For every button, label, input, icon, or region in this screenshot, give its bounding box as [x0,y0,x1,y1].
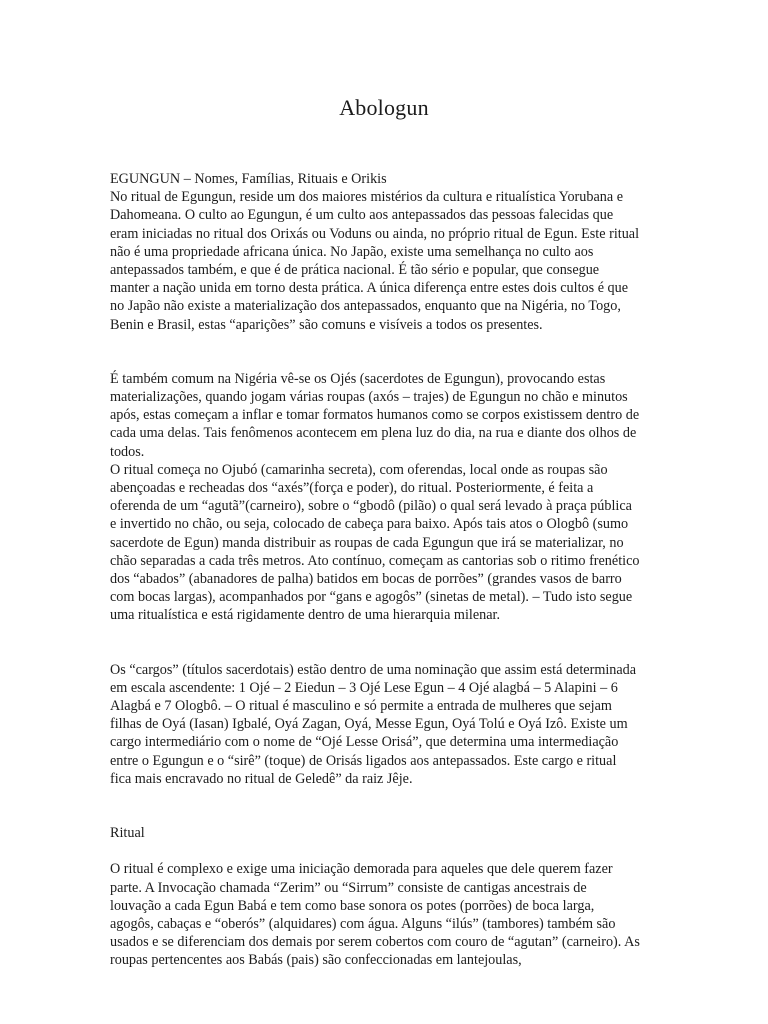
paragraph-gap [110,788,640,824]
paragraph-materializations: É também comum na Nigéria vê-se os Ojés (sacerdotes de Egungun), provocando estas materializações, quando jogam várias roupas (axós – trajes) de Egungun no chão e minutos após, estas começam a inflar e tomar formatos humanos como se corpos existissem dentro de cada uma delas. Tais fenômenos acontecem em plena luz do dia, na rua e diante dos olhos de todos. [110,370,640,460]
section-heading-ritual: Ritual [110,825,145,842]
document-body [110,170,640,970]
paragraph-ritual-start: O ritual começa no Ojubó (camarinha secreta), com oferendas, local onde as roupas são abençoadas e recheadas dos “axés”(força e poder), do ritual. Posteriormente, é feita a oferenda de um “agutã”(carneiro), sobre o “gbodô (pilão) o qual será levado à praça pública e invertido no chão, ou seja, colocado de cabeça para baixo. Após tais atos o Ologbô (sumo sacerdote de Egun) manda distribuir as roupas de cada Egungun que irá se materializar, no chão separadas a cada três metros. Ato contínuo, começam as cantorias sob o ritimo frenético dos “abados” (abanadores de palha) batidos em bocas de porrões” (grandes vasos de barro com bocas largas), acompanhados por “gans e agogôs” (sinetas de metal). – Tudo isto segue uma ritualística e está rigidamente dentro de uma hierarquia milenar. [110,461,640,624]
paragraph-gap [110,334,640,370]
paragraph-gap [110,625,640,661]
paragraph-cargos: Os “cargos” (títulos sacerdotais) estão dentro de uma nominação que assim está determinada em escala ascendente: 1 Ojé – 2 Eiedun – 3 Ojé Lese Egun – 4 Ojé alagbá – 5 Alapini – 6 Alagbá e 7 Ologbô. – O ritual é masculino e só permite a entrada de mulheres que sejam filhas de Oyá (Iasan) Igbalé, Oyá Zagan, Oyá, Messe Egun, Oyá Tolú e Oyá Izô. Existe um cargo intermediário com o nome de “Ojé Lesse Orisá”, que determina uma intermediação entre o Egungun e o “sirê” (toque) de Orisás ligados aos antepassados. Este cargo e ritual fica mais encravado no ritual de Geledê” da raiz Jêje. [110,661,637,787]
paragraph-intro: No ritual de Egungun, reside um dos maiores mistérios da cultura e ritualística Yorubana e Dahomeana. O culto ao Egungun, é um culto aos antepassados das pessoas falecidas que eram iniciadas no ritual dos Orixás ou Voduns ou ainda, no próprio ritual de Egun. Este ritual não é uma propriedade africana única. No Japão, existe uma semelhança no culto aos antepassados também, e que é de prática nacional. É tão sério e popular, que consegue manter a nação unida em torno desta prática. A única diferença entre estes dois cultos é que no Japão não existe a materialização dos antepassados, enquanto que na Nigéria, no Togo, Benin e Brasil, estas “aparições” são comuns e visíveis a todos os presentes. [110,189,640,333]
document-subtitle: EGUNGUN – Nomes, Famílias, Rituais e Orikis [110,171,387,187]
paragraph-gap [110,842,640,860]
paragraph-ritual: O ritual é complexo e exige uma iniciação demorada para aqueles que dele querem fazer parte. A Invocação chamada “Zerim” ou “Sirrum” consiste de cantigas ancestrais de louvação a cada Egun Babá e tem como base sonora os potes (porrões) de boca larga, agogôs, cabaças e “oberós” (alquidares) com água. Alguns “ilús” (tambores) também são usados e se diferenciam dos demais por serem cobertos com couro de “agutan” (carneiro). As roupas pertencentes aos Babás (pais) são confeccionadas em lantejoulas, [110,861,640,969]
document-title: Abologun [339,95,429,120]
